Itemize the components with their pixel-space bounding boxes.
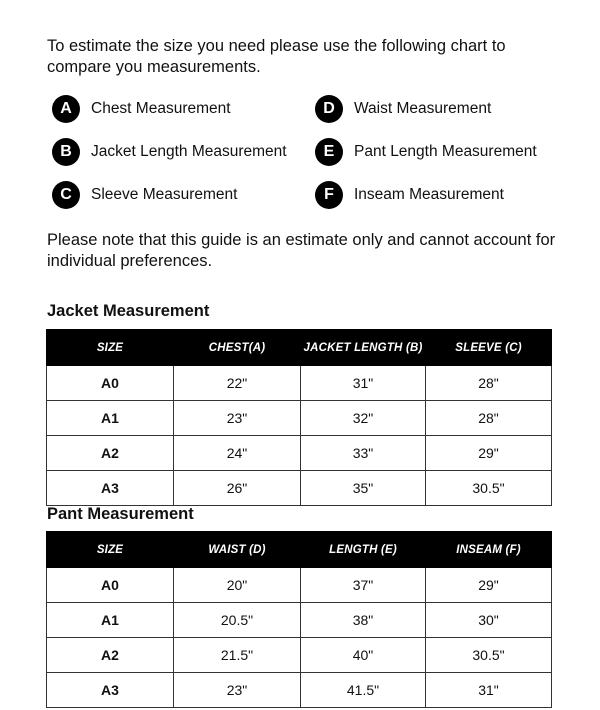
table-cell: 37" xyxy=(301,568,426,603)
table-cell: 23" xyxy=(174,673,301,708)
table-cell: 22" xyxy=(174,366,301,401)
size-cell: A3 xyxy=(47,673,174,708)
table-row xyxy=(47,673,552,708)
intro-text: To estimate the size you need please use the following chart to compare you measurements. xyxy=(47,37,506,76)
pant-size-table xyxy=(46,531,552,708)
table-cell: 41.5" xyxy=(301,673,426,708)
table-row xyxy=(47,638,552,673)
size-cell: A1 xyxy=(47,401,174,436)
table-row xyxy=(47,603,552,638)
badge-e-icon: E xyxy=(315,138,343,166)
jacket-size-table xyxy=(46,329,552,506)
legend-label: Chest Measurement xyxy=(91,100,231,117)
table-cell: 31" xyxy=(301,366,426,401)
table-cell: 28" xyxy=(426,366,552,401)
table-cell: 30.5" xyxy=(426,471,552,506)
legend-label: Sleeve Measurement xyxy=(91,186,238,203)
badge-f-icon: F xyxy=(315,181,343,209)
column-header: SLEEVE (C) xyxy=(426,330,552,366)
table-cell: 30" xyxy=(426,603,552,638)
table-cell: 30.5" xyxy=(426,638,552,673)
size-cell: A0 xyxy=(47,568,174,603)
table-row xyxy=(47,436,552,471)
table-cell: 29" xyxy=(426,568,552,603)
table-header-row xyxy=(47,330,552,366)
size-cell: A0 xyxy=(47,366,174,401)
legend-item-waist xyxy=(315,94,491,124)
table-row xyxy=(47,401,552,436)
badge-a-icon: A xyxy=(52,95,80,123)
table-header-row xyxy=(47,532,552,568)
table-row xyxy=(47,568,552,603)
table-cell: 40" xyxy=(301,638,426,673)
table-cell: 20" xyxy=(174,568,301,603)
legend-label: Pant Length Measurement xyxy=(354,143,537,160)
legend-label: Inseam Measurement xyxy=(354,186,504,203)
table-cell: 35" xyxy=(301,471,426,506)
legend-item-jacket-length xyxy=(52,137,287,167)
column-header: SIZE xyxy=(47,330,174,366)
badge-c-icon: C xyxy=(52,181,80,209)
table-cell: 29" xyxy=(426,436,552,471)
column-header: LENGTH (E) xyxy=(301,532,426,568)
column-header: SIZE xyxy=(47,532,174,568)
size-cell: A3 xyxy=(47,471,174,506)
table-cell: 33" xyxy=(301,436,426,471)
size-cell: A2 xyxy=(47,638,174,673)
table-cell: 31" xyxy=(426,673,552,708)
table-cell: 26" xyxy=(174,471,301,506)
jacket-section-title: Jacket Measurement xyxy=(47,302,210,320)
table-cell: 24" xyxy=(174,436,301,471)
column-header: CHEST(A) xyxy=(174,330,301,366)
column-header: JACKET LENGTH (B) xyxy=(301,330,426,366)
legend-item-chest xyxy=(52,94,231,124)
table-cell: 21.5" xyxy=(174,638,301,673)
table-row xyxy=(47,471,552,506)
column-header: WAIST (D) xyxy=(174,532,301,568)
table-cell: 28" xyxy=(426,401,552,436)
column-header: INSEAM (F) xyxy=(426,532,552,568)
legend-item-sleeve xyxy=(52,180,237,210)
table-row xyxy=(47,366,552,401)
table-cell: 38" xyxy=(301,603,426,638)
badge-d-icon: D xyxy=(315,95,343,123)
table-cell: 23" xyxy=(174,401,301,436)
badge-b-icon: B xyxy=(52,138,80,166)
pant-section-title: Pant Measurement xyxy=(47,505,194,523)
table-cell: 32" xyxy=(301,401,426,436)
size-cell: A1 xyxy=(47,603,174,638)
legend-item-inseam xyxy=(315,180,504,210)
legend-label: Waist Measurement xyxy=(354,100,492,117)
size-cell: A2 xyxy=(47,436,174,471)
legend-label: Jacket Length Measurement xyxy=(91,143,287,160)
table-cell: 20.5" xyxy=(174,603,301,638)
legend-item-pant-length xyxy=(315,137,537,167)
disclaimer-note: Please note that this guide is an estimate only and cannot account for individual preferences. xyxy=(47,231,556,270)
